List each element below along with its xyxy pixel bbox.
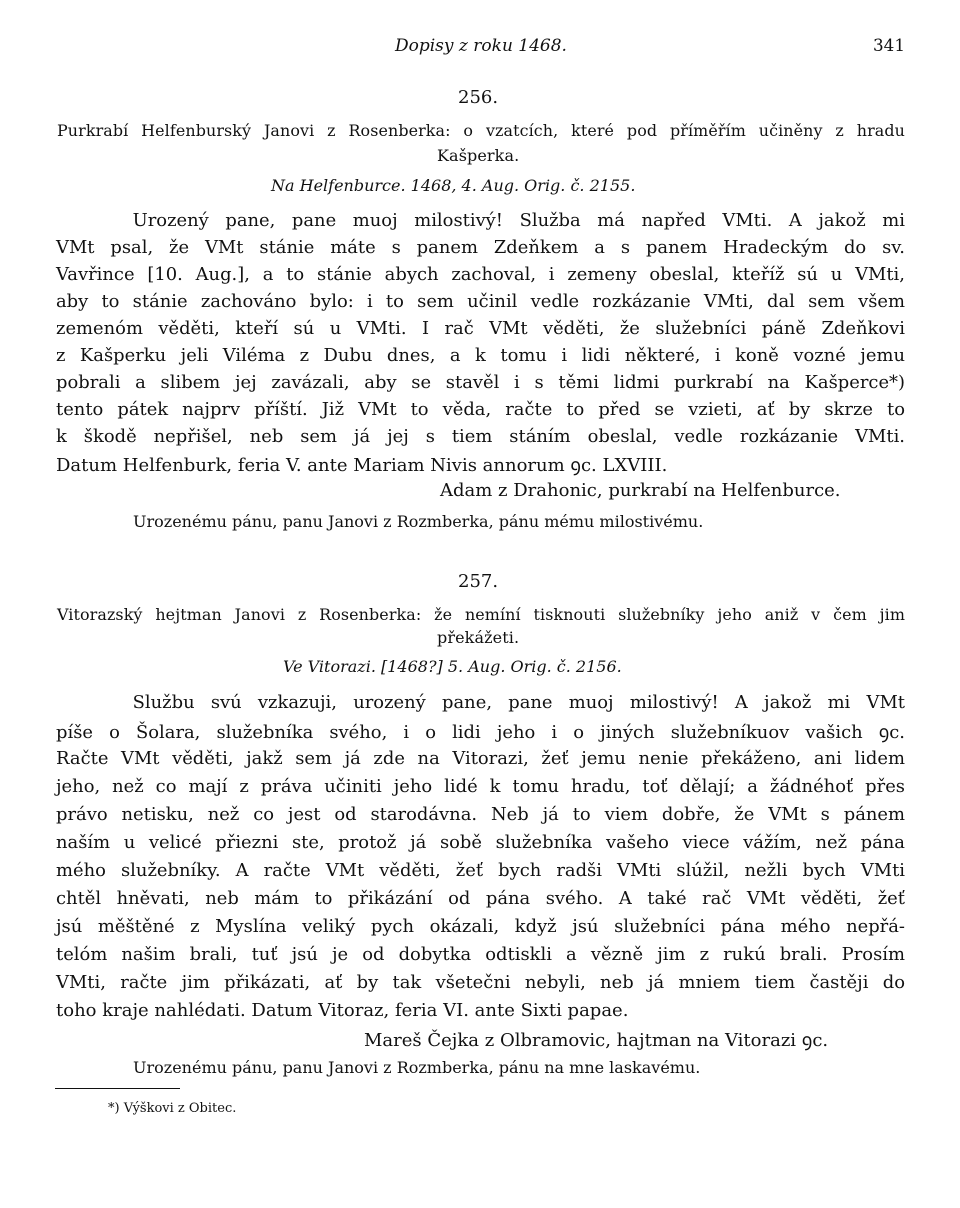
- letter-text-line: VMt psal, že VMt stánie máte s panem Zdeňkem a s panem Hradeckým do sv.: [56, 237, 905, 258]
- letter-address: Urozenému pánu, panu Janovi z Rozmberka, pánu na mne laskavému.: [133, 1058, 701, 1077]
- letter-summary-line: Vitorazský hejtman Janovi z Rosenberka: že nemíní tisknouti služebníky jeho aniž v čem jim: [57, 605, 905, 624]
- letter-text-line: Datum Helfenburk, feria V. ante Mariam Nivis annorum ꝯc. LXVIII.: [56, 455, 668, 476]
- running-title: Dopisy z roku 1468.: [395, 36, 567, 56]
- letter-text-line: mého služebníky. A račte VMt věděti, žeť bych radši VMti slúžil, nežli bych VMti: [56, 860, 905, 881]
- letter-text-line: jsú měštěné z Myslína veliký pych okázali, když jsú služebníci pána mého nepřá-: [56, 916, 905, 937]
- footnote: *) Výškovi z Obitec.: [108, 1101, 237, 1116]
- letter-text-line: Vavřince [10. Aug.], a to stánie abych zachoval, i zemeny obeslal, kteříž sú u VMti,: [56, 264, 905, 285]
- letter-text-line: pobrali a slibem jej zavázali, aby se stavěl i s těmi lidmi purkrabí na Kašperce*): [56, 372, 905, 393]
- letter-text-line: Račte VMt věděti, jakž sem já zde na Vitorazi, žeť jemu nenie překáženo, ani lidem: [56, 748, 905, 769]
- letter-summary-line: Kašperka.: [437, 146, 520, 165]
- letter-text-line: právo netisku, než co jest od starodávna. Neb já to viem dobře, že VMt s pánem: [56, 804, 905, 825]
- letter-text-line: VMti, račte jim přikázati, ať by tak všetečni nebyli, neb já mniem tiem častěji do: [56, 972, 905, 993]
- letter-text-line: aby to stánie zachováno bylo: i to sem učinil vedle rozkázanie VMti, dal sem všem: [56, 291, 905, 312]
- letter-source: Na Helfenburce. 1468, 4. Aug. Orig. č. 2155.: [271, 176, 636, 195]
- letter-number: 256.: [458, 87, 499, 108]
- letter-summary-line: překážeti.: [437, 628, 520, 647]
- letter-summary-line: Purkrabí Helfenburský Janovi z Rosenberka: o vzatcích, které pod příměřím učiněny z hradu: [57, 121, 905, 140]
- letter-signature: Adam z Drahonic, purkrabí na Helfenburce.: [440, 480, 841, 501]
- letter-text-line: toho kraje nahlédati. Datum Vitoraz, feria VI. ante Sixti papae.: [56, 1000, 629, 1021]
- letter-text-line: jeho, než co mají z práva učiniti jeho lidé k tomu hradu, toť dělají; a žádnéhoť přes: [56, 776, 905, 797]
- letter-text-line: zemenóm věděti, kteří sú u VMti. I rač VMt věděti, že služebníci páně Zdeňkovi: [56, 318, 905, 339]
- footnote-rule: [55, 1088, 180, 1089]
- letter-text-line: Službu svú vzkazuji, urozený pane, pane muoj milostivý! A jakož mi VMt: [132, 692, 905, 713]
- page-number: 341: [873, 36, 905, 56]
- letter-text-line: chtěl hněvati, neb mám to přikázání od pána svého. A také rač VMt věděti, žeť: [56, 888, 905, 909]
- letter-text-line: tento pátek najprv příští. Již VMt to věda, račte to před se vzieti, ať by skrze to: [56, 399, 905, 420]
- letter-text-line: píše o Šolara, služebníka svého, i o lidi jeho i o jiných služebníkuov vašich ꝯc.: [56, 722, 905, 743]
- letter-text-line: telóm našim brali, tuť jsú je od dobytka odtiskli a vězně jim z rukú brali. Prosím: [56, 944, 905, 965]
- letter-text-line: z Kašperku jeli Viléma z Dubu dnes, a k tomu i lidi některé, i koně vozné jemu: [56, 345, 905, 366]
- letter-text-line: k škodě nepřišel, neb sem já jej s tiem stáním obeslal, vedle rozkázanie VMti.: [56, 426, 905, 447]
- letter-address: Urozenému pánu, panu Janovi z Rozmberka, pánu mému milostivému.: [133, 512, 704, 531]
- letter-text-line: naším u velicé přiezni ste, protož já sobě služebníka vašeho viece vážím, než pána: [56, 832, 905, 853]
- letter-text-line: Urozený pane, pane muoj milostivý! Služba má napřed VMti. A jakož mi: [132, 210, 905, 231]
- letter-source: Ve Vitorazi. [1468?] 5. Aug. Orig. č. 2156.: [283, 657, 622, 676]
- letter-signature: Mareš Čejka z Olbramovic, hajtman na Vitorazi ꝯc.: [364, 1030, 829, 1051]
- letter-number: 257.: [458, 571, 499, 592]
